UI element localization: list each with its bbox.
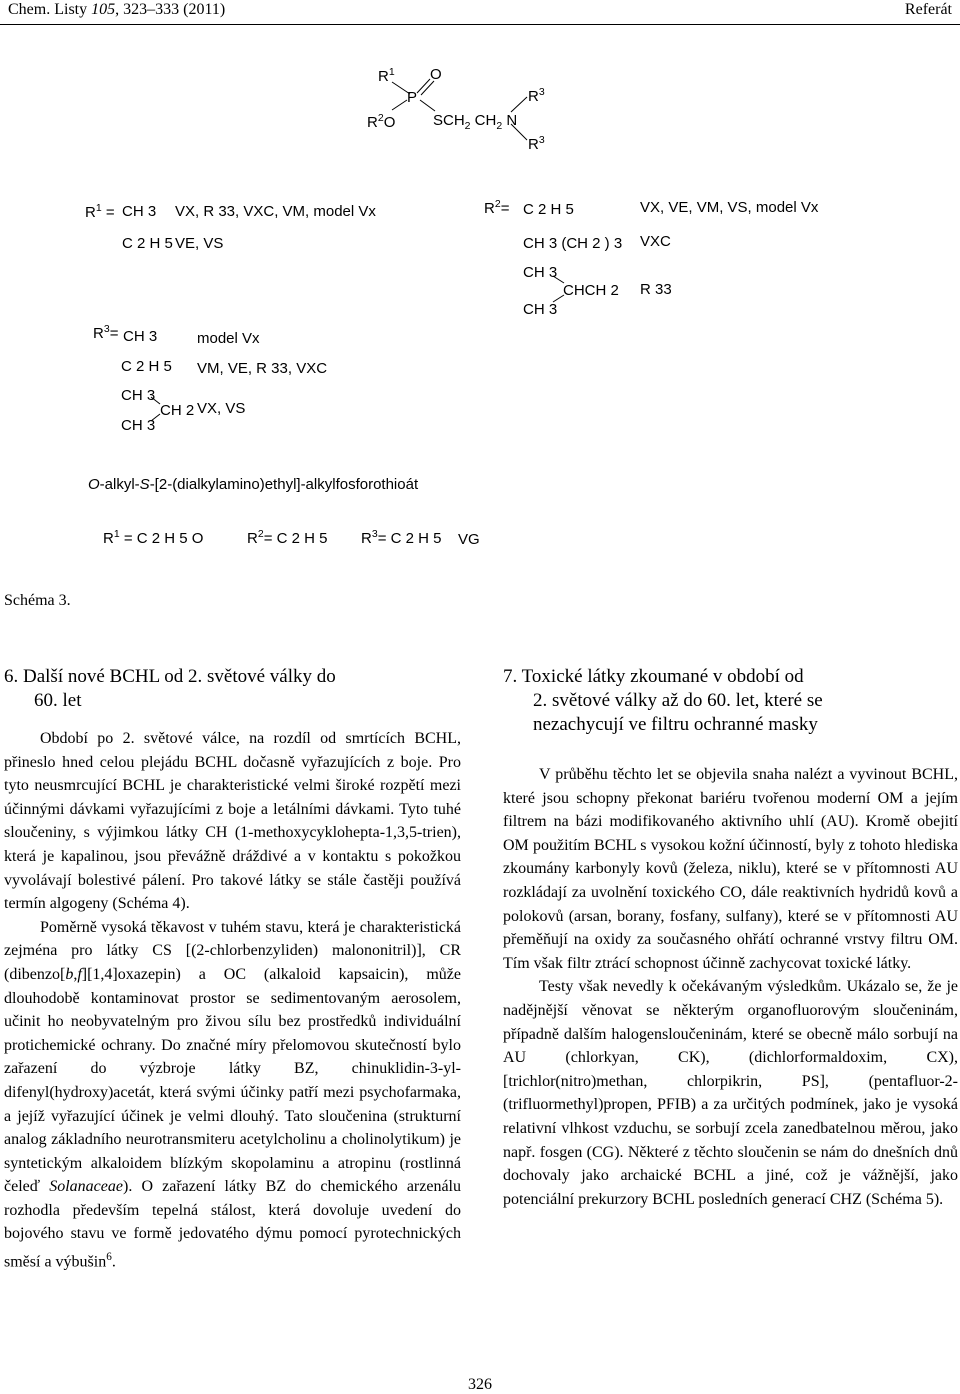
r2-row3-ch3-upper: CH 3 [523, 264, 558, 281]
r1-row2-agents: VE, VS [175, 235, 224, 252]
section-6-heading: 6. Další nové BCHL od 2. světové války do 60. let [4, 666, 336, 711]
left-paragraph-2: Poměrně vysoká těkavost v tuhém stavu, která je charakteristická zejména pro látky CS [(2-chlorbenzyliden) malononitril)], CR (dibenzo[b,f][1,4]oxazepin) a OC (alkaloid kapsaicin), může dlouhodobě kontaminovat prostor se sedimentovaným aerosolem, učinit ho neobyvatelným pro živou sílu bez prostředků individuální protichemické ochrany. Do značné míry přelomovou skutečností bylo zařazení do výzbroje látky BZ, chinuklidin-3-yl-difenyl(hydroxy)acetát, která svými účinky patří mezi psychofarmaka, a jejíž vyřazující účinek je velmi dlouhý. Tato sloučenina (strukturní analog základního neurotransmiteru acetylcholinu a cholinolytikum) je syntetickým alkaloidem blízkým skopolaminu a atropinu (rostlinná čeleď Solanaceae). O zařazení látky BZ do chemického arzenálu rozhodla především tepelná stálost, která dovoluje uvedení do bojového stavu ve formě jedovatého dýmu pomocí pyrotechnických směsí a výbušin$^6$. [4, 918, 462, 1271]
formula-r3-lower: $R^3$ [528, 134, 545, 153]
section-label: Referát [904, 1, 952, 18]
r1-label: $R^1$ = [85, 202, 115, 221]
journal-pages: , 323–333 (2011) [115, 1, 226, 18]
r1-row2-substituent: C 2 H 5 [122, 235, 173, 252]
formula-r3-upper: $R^3$ [528, 86, 545, 105]
r3-row1-substituent: CH 3 [123, 328, 158, 345]
r3-row3-agents: VX, VS [197, 400, 246, 417]
formula-phosphorus: P [407, 89, 418, 106]
page-number: 326 [468, 1376, 492, 1393]
vg-agent: VG [458, 531, 480, 548]
formula-r1: $R^1$ [378, 66, 395, 85]
vg-r3: $R^3= C$ 2 H 5 [361, 528, 442, 547]
r2-row2-substituent: CH 3 (CH 2 ) 3 [523, 235, 623, 252]
r2-row1-substituent: C 2 H 5 [523, 201, 574, 218]
right-paragraph-2: Testy však nevedly k očekávaným výsledkům. Ukázalo se, že je nadějnější věnovat se některým organofluorovým sloučeninám, případně dalším halogensloučeninám, které se obecně málo sorbují na AU (chlorkyan, CK), (dichlorformaldoxim, CX), [trichlor(nitro)methan, chlorpikrin, PS], (pentafluor-2-(trifluormethyl)propen, PFIB) a za určitých podmínek, jako je vysoká relativní vlhkost vzduchu, se sorbují zcela zanedbatelnou měrou, jako např. fosgen (CG). Některé z těchto sloučenin se nám do dnešních dnů dochovaly jako archaické BCHL a jiné, což je vážnější, jako potenciální prekurzory BCHL posledních generací CHZ (Schéma 5). [503, 978, 958, 1208]
vg-r1: $R^1 = C$ 2 H 5 O [103, 528, 204, 547]
journal-volume: 105 [91, 1, 116, 18]
journal-name: Chem. Listy [8, 1, 88, 18]
right-column [503, 665, 958, 1211]
formula-oxygen: O [430, 66, 442, 83]
r2-row3-chch2: CHCH 2 [563, 282, 619, 299]
r1-row1-agents: VX, R 33, VXC, VM, model Vx [175, 203, 376, 220]
r3-row3-ch3-upper: CH 3 [121, 387, 156, 404]
left-column [4, 665, 461, 1274]
citation-ref: 6 [106, 1251, 112, 1264]
section-7-heading: 7. Toxické látky zkoumané v období od 2. světové války až do 60. let, které se nezachycují ve filtru ochranné masky [503, 666, 823, 735]
r3-row3-ch2: CH 2 [160, 402, 195, 419]
scheme-caption: Schéma 3. [4, 592, 71, 609]
left-paragraph-1: Období po 2. světové válce, na rozdíl od smrtících BCHL, přineslo hned celou plejádu BCHL dočasně vyřazujících z boje. Pro tyto neusmrcující BCHL je charakteristické velmi široké rozpětí mezi účinnými dávkami vyřazujícími z boje a letálními dávkami. Tyto tuhé sloučeniny, s výjimkou látky CH (1-methoxycyklohepta-1,3,5-trien), která je kapalinou, jsou převážně dráždivé a v kontaktu s pokožkou vyvolávají bolestivé pálení. Pro takové látky se stále častěji používá termín algogeny (Schéma 4). [4, 730, 461, 913]
r3-label: $R^3=$ [93, 323, 119, 342]
r3-row1-agents: model Vx [197, 330, 260, 347]
r2-row3-agents: R 33 [640, 281, 672, 298]
r3-row3-ch3-lower: CH 3 [121, 417, 156, 434]
scheme-bonds [0, 0, 960, 450]
r2-row1-agents: VX, VE, VM, VS, model Vx [640, 199, 819, 216]
compound-class-name: O-alkyl-S-[2-(dialkylamino)ethyl]-alkylfosforothioát [88, 476, 419, 493]
r3-row2-agents: VM, VE, R 33, VXC [197, 360, 328, 377]
r2-label: $R^2=$ [484, 198, 510, 217]
r3-row2-substituent: C 2 H 5 [121, 358, 172, 375]
r2-row3-ch3-lower: CH 3 [523, 301, 558, 318]
r2-row2-agents: VXC [640, 233, 671, 250]
formula-chain: $SCH_2$ $CH_2$ N [433, 112, 518, 132]
vg-r2: $R^2= C$ 2 H 5 [247, 528, 328, 547]
formula-r2o: $R^2O$ [367, 112, 396, 131]
r1-row1-substituent: CH 3 [122, 203, 157, 220]
right-paragraph-1: V průběhu těchto let se objevila snaha nalézt a vyvinout BCHL, které jsou schopny překonat bariéru tvořenou moderní OM a jejím filtrem na bázi modifikovaného aktivního uhlí (AU). Kromě obejití OM použitím BCHL s vysokou kožní účinností, byly z tohoto hlediska zkoumány karbonyly kovů (železa, niklu), které se v přítomnosti AU rozkládají za uvolnění toxického CO, dále reaktivních hydridů kovů a polokovů (arsan, borany, fosfany, sulfany), které se v přítomnosti AU přeměňují na oxidy za současného ohřátí ochranné vrstvy filtru OM. Tím však filtr ztrácí schopnost účinně zachycovat toxické látky. [503, 766, 958, 972]
